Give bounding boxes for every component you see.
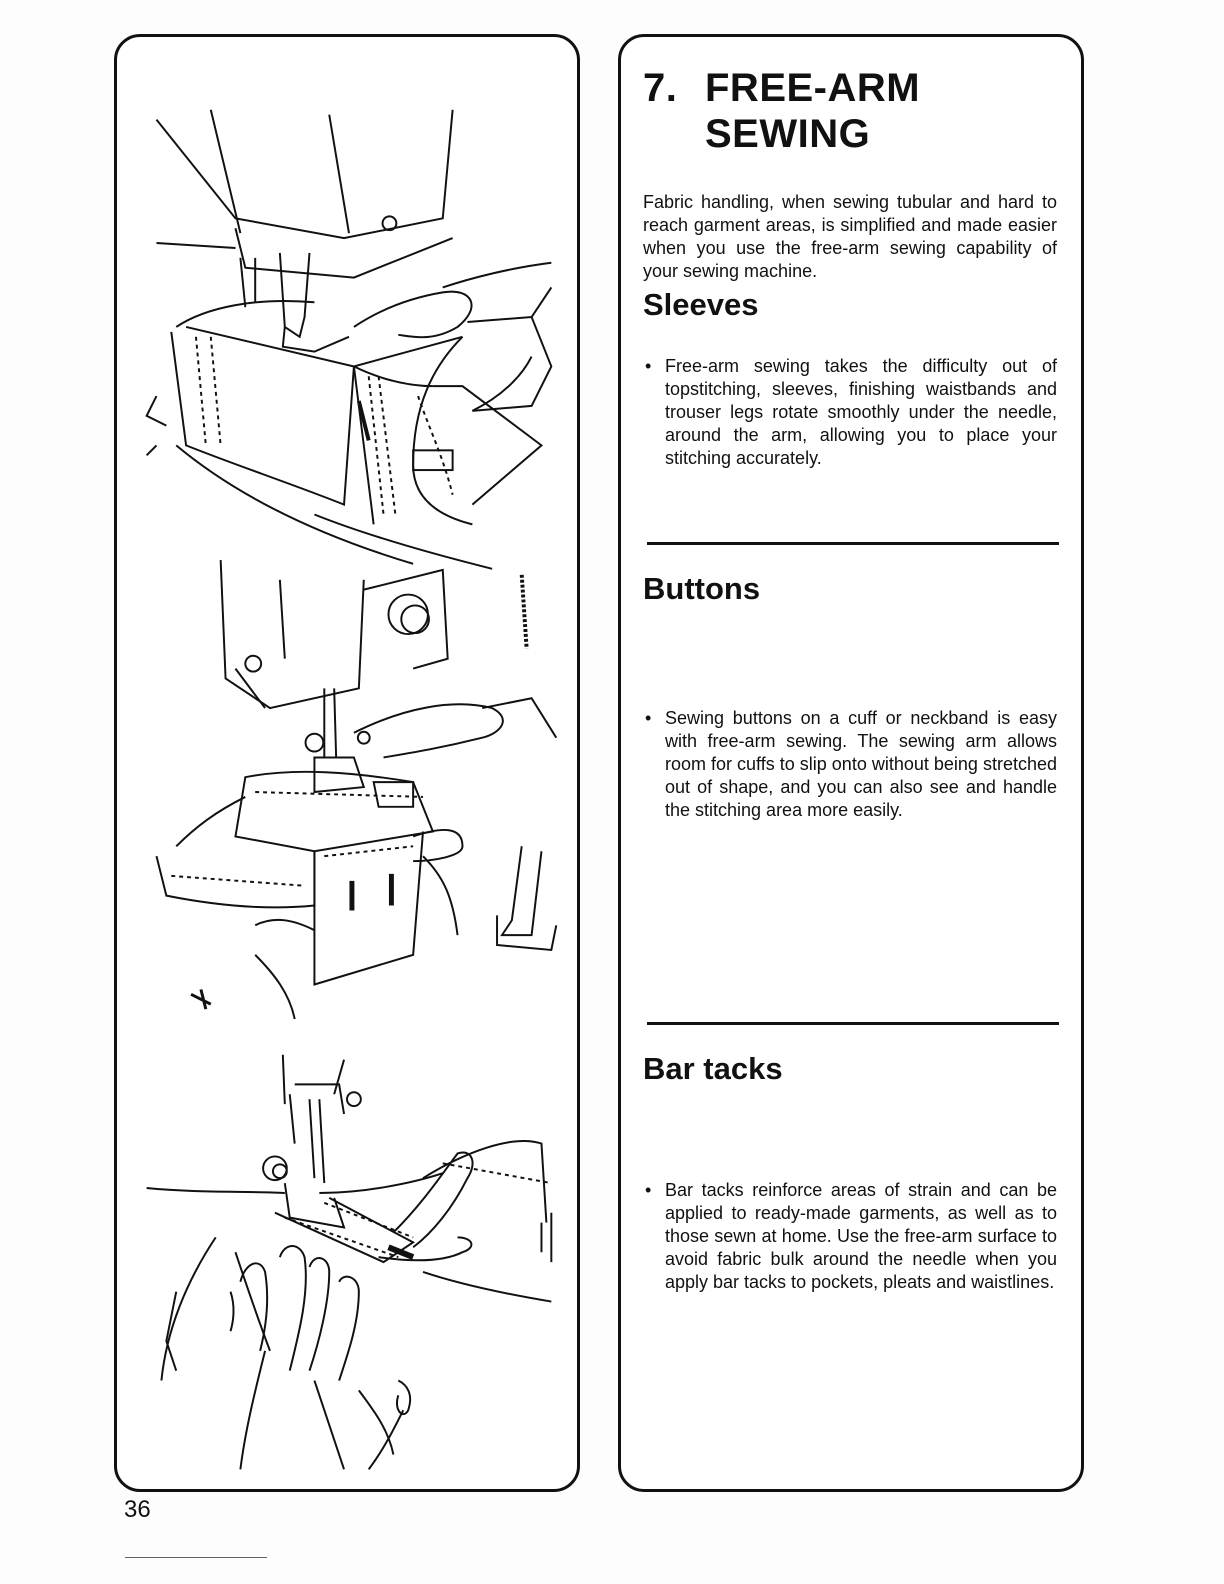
sleeve-illustration [117,67,577,577]
text-panel [618,34,1084,1492]
illustration-panel [114,34,580,1492]
sleeves-heading: Sleeves [643,287,759,322]
buttons-text: Sewing buttons on a cuff or neckband is easy with free-arm sewing. The sewing arm allows room for cuffs to slip onto without being stretched out of shape, and you can also see and handle the stitching area more easily. [665,708,1057,820]
section-divider [647,542,1059,545]
bar-tacks-text: Bar tacks reinforce areas of strain and can be applied to ready-made garments, as well as to those sewn at home. Use the free-arm surface to avoid fabric bulk around the needle when you apply bar tacks to pockets, pleats and waistlines. [665,1180,1057,1292]
buttons-bullet [643,707,1057,822]
bar-tacks-bullet [643,1179,1057,1294]
buttons-illustration [117,557,577,1027]
sleeves-text: Free-arm sewing takes the difficulty out of topstitching, sleeves, finishing waistbands and trouser legs rotate smoothly under the needle, around the arm, allowing you to place your stitching accurately. [665,356,1057,468]
bullet-icon: • [645,708,652,728]
page-number: 36 [124,1496,151,1523]
sleeves-bullet [643,355,1057,470]
section-title-line1: FREE-ARM [705,66,921,110]
section-number: 7. [643,66,678,110]
section-divider [647,1022,1059,1025]
bar-tacks-illustration [117,1052,577,1482]
bullet-icon: • [645,356,652,376]
intro-paragraph: Fabric handling, when sewing tubular and hard to reach garment areas, is simplified and made easier when you use the free-arm sewing capability of your sewing machine. [643,192,1057,281]
bar-tacks-heading: Bar tacks [643,1051,783,1086]
footer-underline [125,1557,267,1558]
section-title [643,65,920,157]
section-title-line2: SEWING [705,112,871,156]
buttons-heading: Buttons [643,571,761,606]
bullet-icon: • [645,1180,652,1200]
